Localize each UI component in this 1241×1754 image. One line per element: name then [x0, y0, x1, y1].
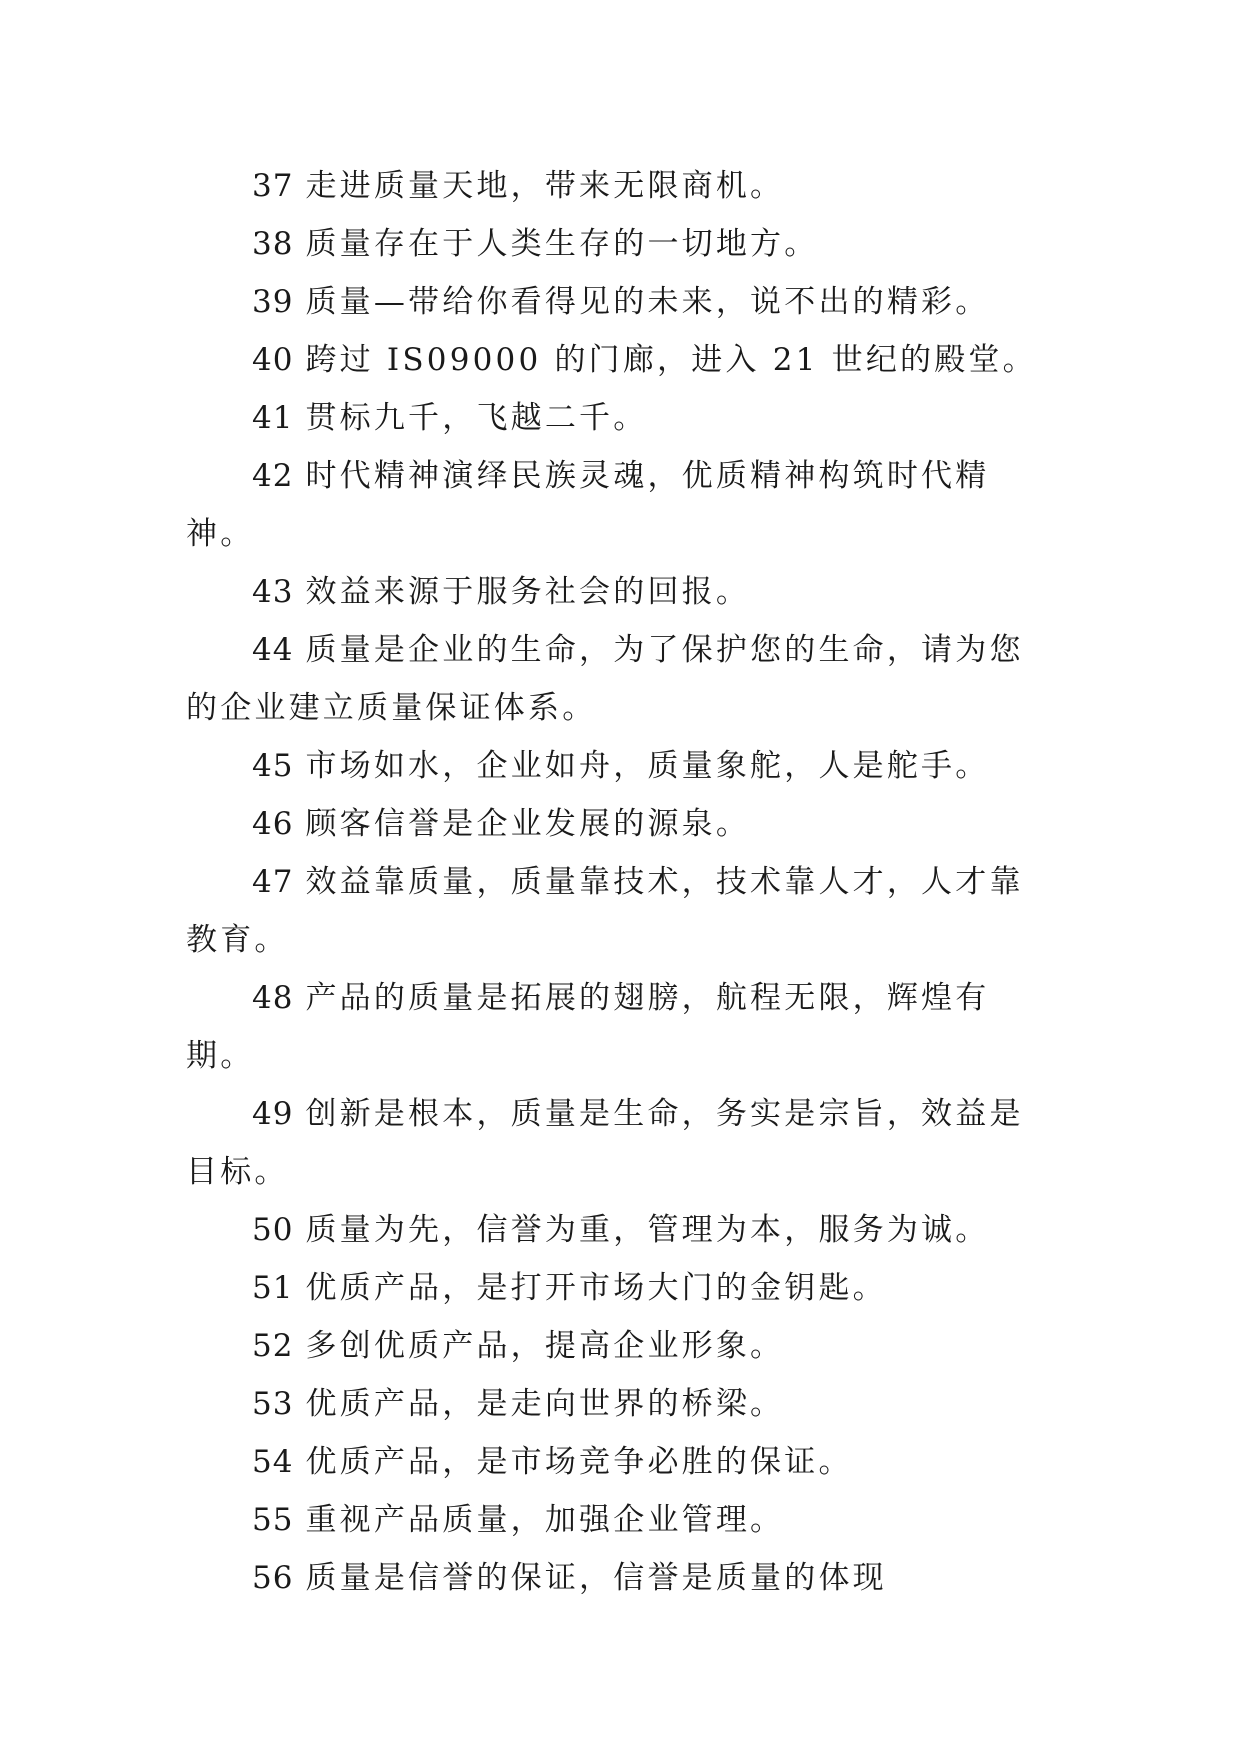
- item-number: 38: [252, 226, 294, 262]
- item-text: 产品的质量是拓展的翅膀，航程无限，辉煌有期。: [186, 980, 990, 1074]
- item-text: 市场如水，企业如舟，质量象舵，人是舵手。: [305, 748, 990, 784]
- list-item: [186, 157, 1056, 215]
- list-item: [186, 1375, 1056, 1433]
- list-item: [186, 621, 1056, 737]
- list-item: [186, 969, 1056, 1085]
- list-item: [186, 1549, 1056, 1607]
- list-item: [186, 273, 1056, 331]
- item-number: 44: [252, 632, 294, 668]
- item-number: 50: [252, 1212, 294, 1248]
- item-text: 多创优质产品，提高企业形象。: [305, 1328, 785, 1364]
- list-item: [186, 795, 1056, 853]
- list-item: [186, 1085, 1056, 1201]
- item-text: 质量是信誉的保证，信誉是质量的体现: [305, 1560, 887, 1596]
- item-number: 47: [252, 864, 294, 900]
- item-number: 46: [252, 806, 294, 842]
- item-text: 顾客信誉是企业发展的源泉。: [305, 806, 751, 842]
- list-item: [186, 389, 1056, 447]
- item-number: 52: [252, 1328, 294, 1364]
- item-text: 走进质量天地，带来无限商机。: [305, 168, 785, 204]
- list-item: [186, 563, 1056, 621]
- item-text: 优质产品，是打开市场大门的金钥匙。: [305, 1270, 887, 1306]
- item-number: 51: [252, 1270, 294, 1306]
- item-number: 49: [252, 1096, 294, 1132]
- item-text: 重视产品质量，加强企业管理。: [305, 1502, 785, 1538]
- item-number: 40: [252, 342, 294, 378]
- item-number: 37: [252, 168, 294, 204]
- list-item: [186, 853, 1056, 969]
- list-item: [186, 447, 1056, 563]
- item-text: 时代精神演绎民族灵魂，优质精神构筑时代精神。: [186, 458, 990, 552]
- list-item: [186, 1491, 1056, 1549]
- item-number: 41: [252, 400, 294, 436]
- item-number: 43: [252, 574, 294, 610]
- item-text: 跨过 IS09000 的门廊，进入 21 世纪的殿堂。: [305, 342, 1037, 378]
- item-text: 质量存在于人类生存的一切地方。: [305, 226, 819, 262]
- item-text: 贯标九千，飞越二千。: [305, 400, 648, 436]
- item-text: 优质产品，是市场竞争必胜的保证。: [305, 1444, 853, 1480]
- item-text: 优质产品，是走向世界的桥梁。: [305, 1386, 785, 1422]
- item-number: 42: [252, 458, 294, 494]
- item-text: 创新是根本，质量是生命，务实是宗旨，效益是目标。: [186, 1096, 1024, 1190]
- item-number: 56: [252, 1560, 294, 1596]
- item-text: 质量—带给你看得见的未来，说不出的精彩。: [305, 284, 990, 320]
- item-number: 54: [252, 1444, 294, 1480]
- list-item: [186, 737, 1056, 795]
- list-item: [186, 215, 1056, 273]
- item-number: 39: [252, 284, 294, 320]
- item-text: 效益来源于服务社会的回报。: [305, 574, 751, 610]
- item-text: 质量是企业的生命，为了保护您的生命，请为您的企业建立质量保证体系。: [186, 632, 1024, 726]
- item-number: 53: [252, 1386, 294, 1422]
- list-item: [186, 1433, 1056, 1491]
- item-number: 55: [252, 1502, 294, 1538]
- slogan-list: [186, 157, 1056, 1607]
- list-item: [186, 1201, 1056, 1259]
- item-text: 效益靠质量，质量靠技术，技术靠人才，人才靠教育。: [186, 864, 1024, 958]
- item-text: 质量为先，信誉为重，管理为本，服务为诚。: [305, 1212, 990, 1248]
- list-item: [186, 331, 1056, 389]
- item-number: 48: [252, 980, 294, 1016]
- list-item: [186, 1259, 1056, 1317]
- item-number: 45: [252, 748, 294, 784]
- list-item: [186, 1317, 1056, 1375]
